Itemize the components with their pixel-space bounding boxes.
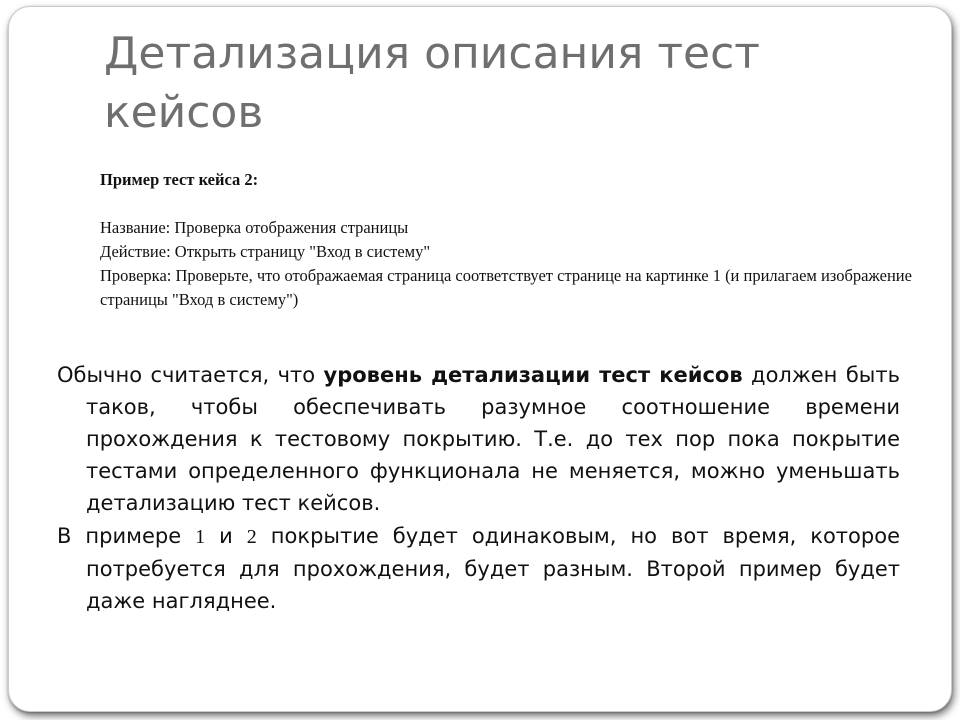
detail-level-paragraph xyxy=(57,359,900,519)
example-action-line: Действие: Открыть страницу "Вход в систему" xyxy=(100,242,431,261)
paragraph-text-after: должен быть таков, чтобы обеспечивать разумное соотношение времени прохождения к тестовому покрытию. Т.е. до тех пор пока покрытие тестами определенного функционала не меняется, можно уменьшать детализацию тест кейсов. xyxy=(86,363,900,515)
paragraph-text-before: Обычно считается, что xyxy=(57,363,324,387)
slide-title: Детализация описания тест кейсов xyxy=(104,28,760,138)
slide-body xyxy=(57,359,900,617)
bold-phrase: уровень детализации тест кейсов xyxy=(323,363,743,387)
example-heading: Пример тест кейса 2: xyxy=(100,170,259,189)
example-check-line: Проверка: Проверьте, что отображаемая страница соответствует странице на картинке 1 (и прилагаем изображение страницы "Вход в систему") xyxy=(100,266,912,309)
comparison-conjunction: и xyxy=(205,524,247,548)
example-number-one: 1 xyxy=(195,526,206,548)
example-name-line: Название: Проверка отображения страницы xyxy=(100,218,409,237)
comparison-text-after: покрытие будет одинаковым, но вот время, которое потребуется для прохождения, будет разным. Второй пример будет даже нагляднее. xyxy=(86,524,900,613)
comparison-paragraph xyxy=(57,520,900,617)
example-number-two: 2 xyxy=(246,526,257,548)
comparison-text-before: В примере xyxy=(57,524,196,548)
test-case-example xyxy=(100,168,920,312)
